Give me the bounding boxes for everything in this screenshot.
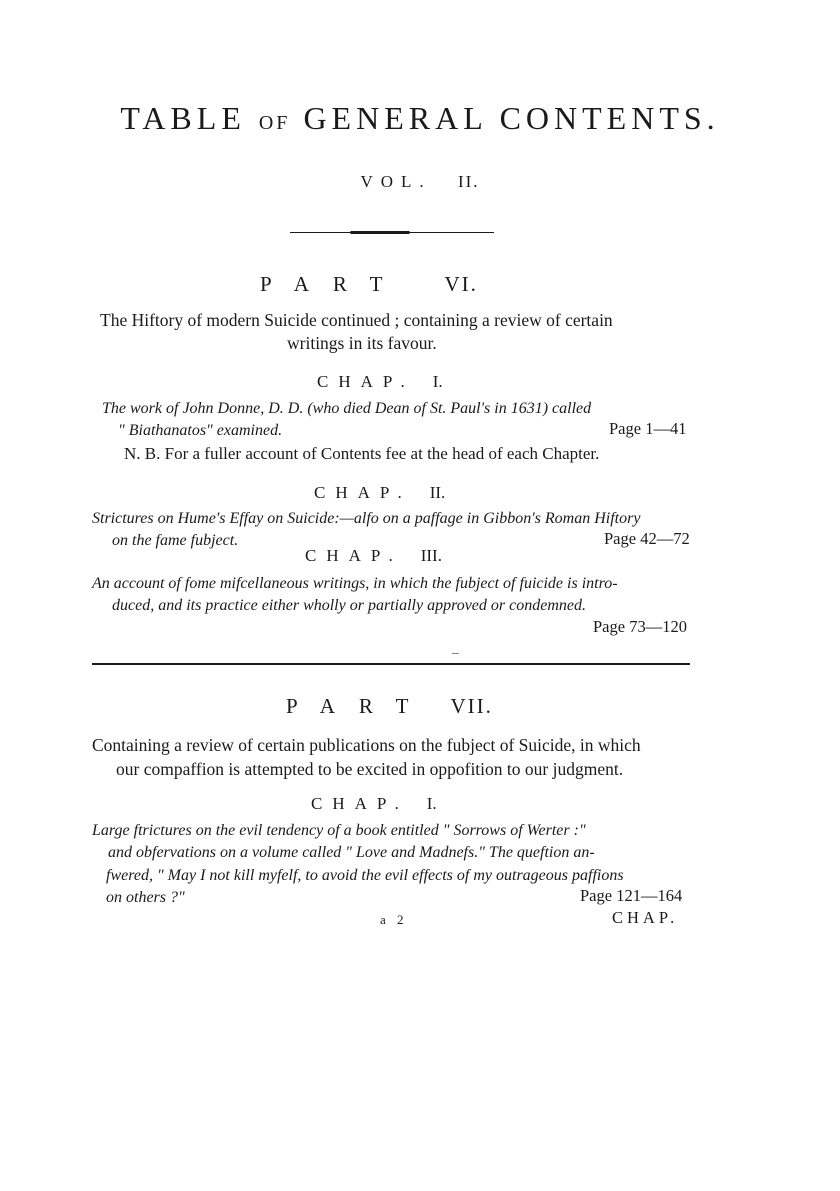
part6-chap1-line2: " Biathanatos" examined.	[118, 422, 283, 439]
part7-chap1-line2: and obfervations on a volume called " Love and Madnefs." The queftion an-	[108, 844, 595, 861]
part6-chap1-heading	[317, 372, 443, 392]
chap-label: CHAP.	[311, 794, 409, 813]
part6-chap2-heading	[314, 483, 445, 503]
volume-heading	[0, 172, 840, 192]
catchword: CHAP.	[612, 908, 679, 927]
part7-chap1-page: Page 121—164	[580, 886, 683, 905]
part6-number: VI.	[444, 272, 478, 296]
ornamental-rule	[290, 232, 494, 233]
signature-mark: a 2	[380, 912, 408, 927]
part6-chap3-page: Page 73—120	[593, 617, 687, 636]
part6-chap2-line1: Strictures on Hume's Effay on Suicide:—alfo on a paffage in Gibbon's Roman Hiftory	[92, 510, 641, 527]
part6-chap2-line2: on the fame fubject.	[112, 532, 239, 549]
part6-desc-line2: writings in its favour.	[287, 333, 437, 353]
chap-number: I.	[432, 372, 443, 391]
part6-desc-line1: The Hiftory of modern Suicide continued ; containing a review of certain	[100, 310, 613, 330]
chap-label: CHAP.	[317, 372, 415, 391]
part7-chap1-line4: on others ?"	[106, 889, 185, 906]
volume-label: VOL.	[360, 172, 432, 191]
part6-chap3-line2: duced, and its practice either wholly or partially approved or condemned.	[112, 597, 586, 614]
page-title	[0, 100, 840, 137]
part7-heading	[286, 694, 493, 719]
part7-chap1-heading	[311, 794, 437, 814]
chap-number: II.	[429, 483, 446, 502]
part6-chap1-page: Page 1—41	[609, 419, 687, 438]
volume-number: II.	[457, 172, 480, 191]
chap-label: CHAP.	[314, 483, 412, 502]
section-rule	[92, 663, 690, 665]
part7-label: PART	[286, 694, 433, 718]
small-dash	[452, 653, 459, 654]
part7-chap1-line1: Large ftrictures on the evil tendency of a book entitled " Sorrows of Werter :"	[92, 822, 586, 839]
part7-desc-line1: Containing a review of certain publications on the fubject of Suicide, in which	[92, 735, 641, 755]
title-of: OF	[258, 112, 291, 134]
part6-chap3-heading	[305, 546, 442, 566]
chap-number: III.	[420, 546, 442, 565]
part6-label: PART	[260, 272, 407, 296]
part6-heading	[260, 272, 478, 297]
contents-note: N. B. For a fuller account of Contents fee at the head of each Chapter.	[124, 444, 600, 463]
part7-chap1-line3: fwered, " May I not kill myfelf, to avoid the evil effects of my outrageous paffions	[106, 867, 624, 884]
part7-number: VII.	[450, 694, 493, 718]
part6-chap3-line1: An account of fome mifcellaneous writings, in which the fubject of fuicide is intro-	[92, 575, 618, 592]
chap-label: CHAP.	[305, 546, 403, 565]
chap-number: I.	[426, 794, 437, 813]
part7-desc-line2: our compaffion is attempted to be excited in oppofition to our judgment.	[116, 759, 624, 779]
part6-chap2-page: Page 42—72	[604, 529, 690, 548]
title-table: TABLE	[120, 100, 246, 136]
title-general-contents: GENERAL CONTENTS.	[303, 100, 720, 136]
part6-chap1-line1: The work of John Donne, D. D. (who died Dean of St. Paul's in 1631) called	[102, 400, 592, 417]
